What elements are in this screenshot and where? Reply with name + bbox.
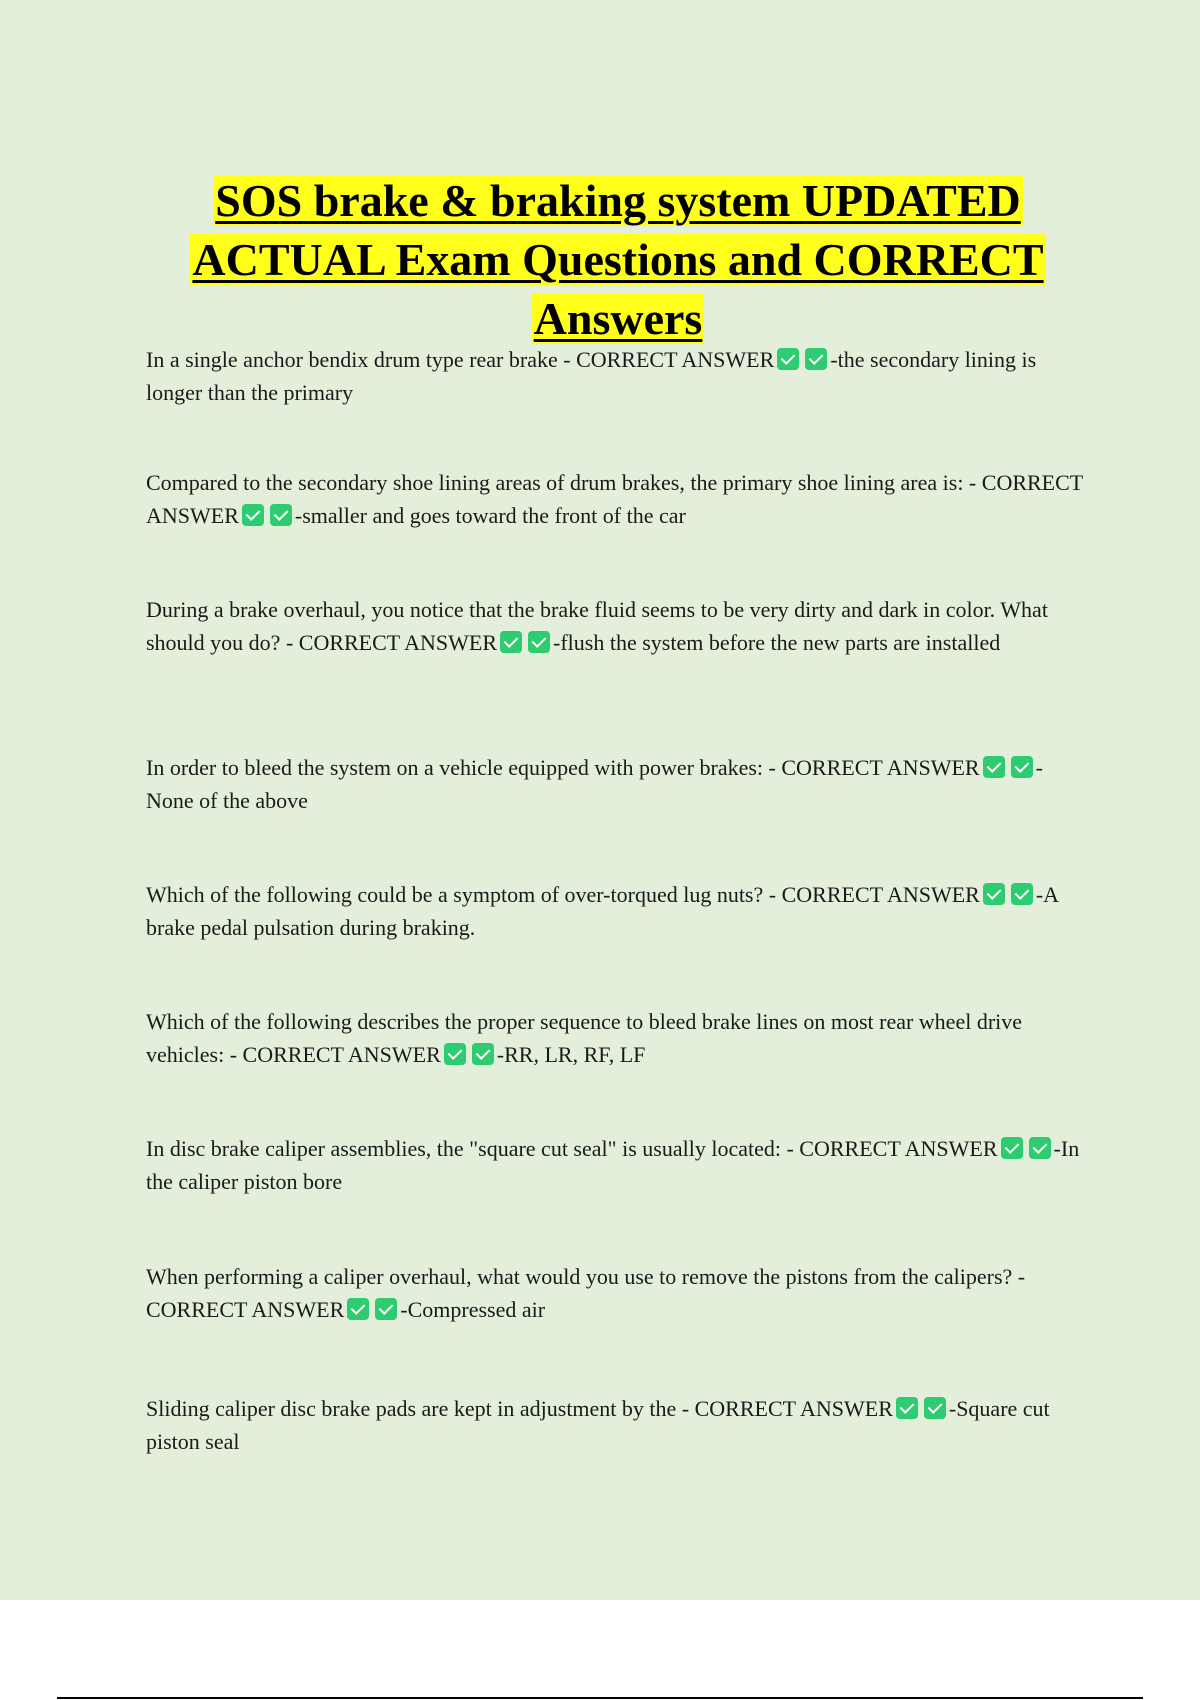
- qa-item-7: [146, 1132, 1086, 1198]
- question-text: In disc brake caliper assemblies, the "square cut seal" is usually located: -: [146, 1136, 794, 1161]
- check-icon: [805, 348, 827, 370]
- answer-text: -A brake pedal pulsation during braking.: [146, 882, 1058, 940]
- check-icon: [1001, 1137, 1023, 1159]
- answer-text: -In the caliper piston bore: [146, 1136, 1080, 1194]
- question-text: Which of the following could be a symptom of over-torqued lug nuts? -: [146, 882, 777, 907]
- check-icon: [1029, 1137, 1051, 1159]
- footer-rule: [57, 1697, 1143, 1699]
- title-line-1: SOS brake & braking system UPDATED: [215, 174, 1021, 226]
- qa-item-9: [146, 1392, 1086, 1458]
- check-icon: [924, 1397, 946, 1419]
- check-icon: [896, 1397, 918, 1419]
- check-icon: [528, 631, 550, 653]
- answer-text: -RR, LR, RF, LF: [496, 1042, 646, 1067]
- answer-text: -None of the above: [146, 755, 1043, 813]
- check-icon: [270, 504, 292, 526]
- qa-item-1: [146, 343, 1086, 409]
- answer-marker: CORRECT ANSWER: [146, 1297, 345, 1322]
- qa-item-2: [146, 466, 1086, 532]
- check-icon: [1011, 883, 1033, 905]
- answer-marker: CORRECT ANSWER: [298, 630, 498, 655]
- answer-text: -smaller and goes toward the front of the car: [294, 503, 686, 528]
- title-line-2: ACTUAL Exam Questions and CORRECT: [192, 233, 1044, 285]
- qa-item-6: [146, 1005, 1086, 1071]
- check-icon: [472, 1043, 494, 1065]
- check-icon: [242, 504, 264, 526]
- question-text: Compared to the secondary shoe lining areas of drum brakes, the primary shoe lining area is: -: [146, 470, 977, 495]
- answer-text: -Compressed air: [400, 1297, 546, 1322]
- answer-marker: CORRECT ANSWER: [146, 470, 1083, 528]
- answer-marker: CORRECT ANSWER: [781, 882, 980, 907]
- check-icon: [1011, 756, 1033, 778]
- question-text: During a brake overhaul, you notice that the brake fluid seems to be very dirty and dark in color. What should you do? -: [146, 597, 1048, 655]
- answer-marker: CORRECT ANSWER: [576, 347, 775, 372]
- answer-marker: CORRECT ANSWER: [799, 1136, 998, 1161]
- answer-marker: CORRECT ANSWER: [694, 1396, 893, 1421]
- check-icon: [983, 883, 1005, 905]
- question-text: Which of the following describes the proper sequence to bleed brake lines on most rear wheel drive vehicles: -: [146, 1009, 1023, 1067]
- question-text: Sliding caliper disc brake pads are kept in adjustment by the -: [146, 1396, 690, 1421]
- qa-item-4: [146, 751, 1086, 817]
- check-icon: [777, 348, 799, 370]
- check-icon: [444, 1043, 466, 1065]
- answer-text: -the secondary lining is longer than the primary: [146, 347, 1037, 405]
- answer-text: -Square cut piston seal: [146, 1396, 1050, 1454]
- document-title: [120, 171, 1116, 348]
- qa-item-3: [146, 593, 1086, 659]
- answer-text: -flush the system before the new parts are installed: [553, 630, 1001, 655]
- question-text: In a single anchor bendix drum type rear brake -: [146, 347, 571, 372]
- qa-item-8: [146, 1260, 1086, 1326]
- title-line-3: Answers: [533, 292, 703, 344]
- answer-marker: CORRECT ANSWER: [242, 1042, 441, 1067]
- check-icon: [983, 756, 1005, 778]
- question-text: In order to bleed the system on a vehicle equipped with power brakes: -: [146, 755, 776, 780]
- check-icon: [347, 1298, 369, 1320]
- question-text: When performing a caliper overhaul, what would you use to remove the pistons from the calipers? -: [146, 1264, 1026, 1289]
- answer-marker: CORRECT ANSWER: [781, 755, 980, 780]
- check-icon: [500, 631, 522, 653]
- qa-item-5: [146, 878, 1086, 944]
- check-icon: [375, 1298, 397, 1320]
